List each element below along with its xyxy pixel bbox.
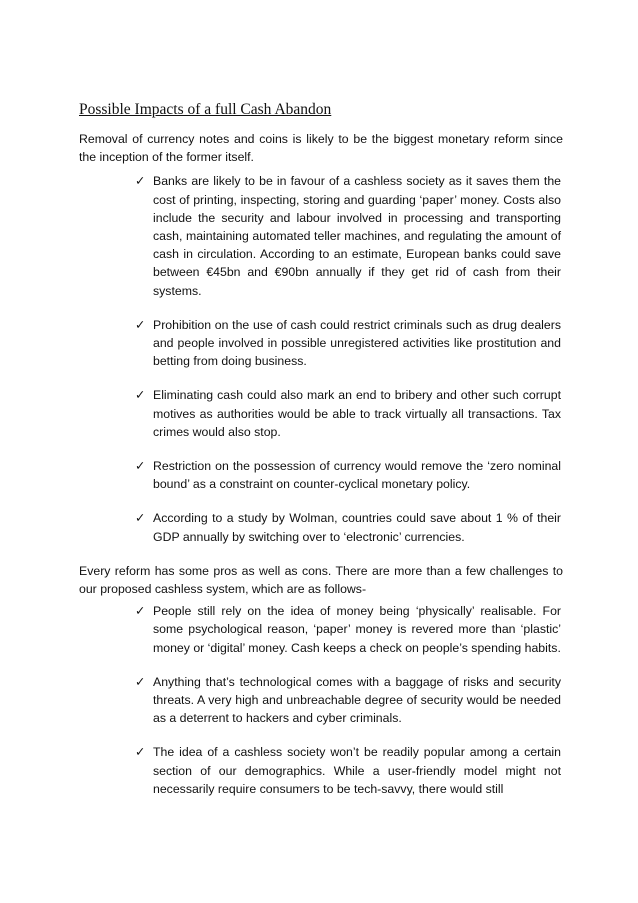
list-item-text: Prohibition on the use of cash could restrict criminals such as drug dealers and people involved in possible unregistered activities like prostitution and betting from doing business. [153,317,561,369]
list-item-text: Banks are likely to be in favour of a cashless society as it saves them the cost of printing, inspecting, storing and guarding ‘paper’ money. Costs also include the security and labour involved in processing and transporting cash, maintaining automated teller machines, and regulating the amount of cash in circulation. According to an estimate, European banks could save between €45bn and €90bn annually if they get rid of cash from their systems. [153,174,561,298]
section-heading: Possible Impacts of a full Cash Abandon [79,101,332,118]
list-item [79,457,563,493]
checkmark-icon: ✓ [135,174,146,189]
challenges-intro-paragraph: Every reform has some pros as well as cons. There are more than a few challenges to our proposed cashless system, which are as follows- [79,563,563,597]
checkmark-icon: ✓ [135,317,146,332]
list-item-text: According to a study by Wolman, countries could save about 1 % of their GDP annually by switching over to ‘electronic’ currencies. [153,511,561,544]
checkmark-icon: ✓ [135,745,146,760]
checkmark-icon: ✓ [135,511,146,526]
document-body [79,100,563,814]
list-item [79,602,563,657]
list-item-text: Anything that’s technological comes with a baggage of risks and security threats. A very high and unbreachable degree of security would be needed as a deterrent to hackers and cyber criminals. [153,674,561,726]
list-item-text: The idea of a cashless society won’t be readily popular among a certain section of our demographics. While a user-friendly model might not necessarily require consumers to be tech-savvy, there would still [153,745,561,796]
impacts-list [79,172,563,545]
checkmark-icon: ✓ [135,459,146,474]
list-item [79,673,563,728]
list-item [79,743,563,798]
list-item-text: Restriction on the possession of currency would remove the ‘zero nominal bound’ as a constraint on counter-cyclical monetary policy. [153,459,561,492]
checkmark-icon: ✓ [135,604,146,619]
challenges-list [79,602,563,798]
challenges-section [79,562,563,798]
list-item-text: Eliminating cash could also mark an end to bribery and other such corrupt motives as authorities would be able to track virtually all transactions. Tax crimes would also stop. [153,388,561,439]
list-item [79,172,563,299]
list-item [79,386,563,441]
list-item-text: People still rely on the idea of money being ‘physically’ realisable. For some psychological reason, ‘paper’ money is revered more than ‘plastic’ money or ‘digital’ money. Cash keeps a check on people’s spending habits. [153,604,561,655]
checkmark-icon: ✓ [135,674,146,689]
intro-paragraph: Removal of currency notes and coins is likely to be the biggest monetary reform since the inception of the former itself. [79,132,563,165]
checkmark-icon: ✓ [135,388,146,403]
list-item [79,509,563,545]
list-item [79,316,563,371]
